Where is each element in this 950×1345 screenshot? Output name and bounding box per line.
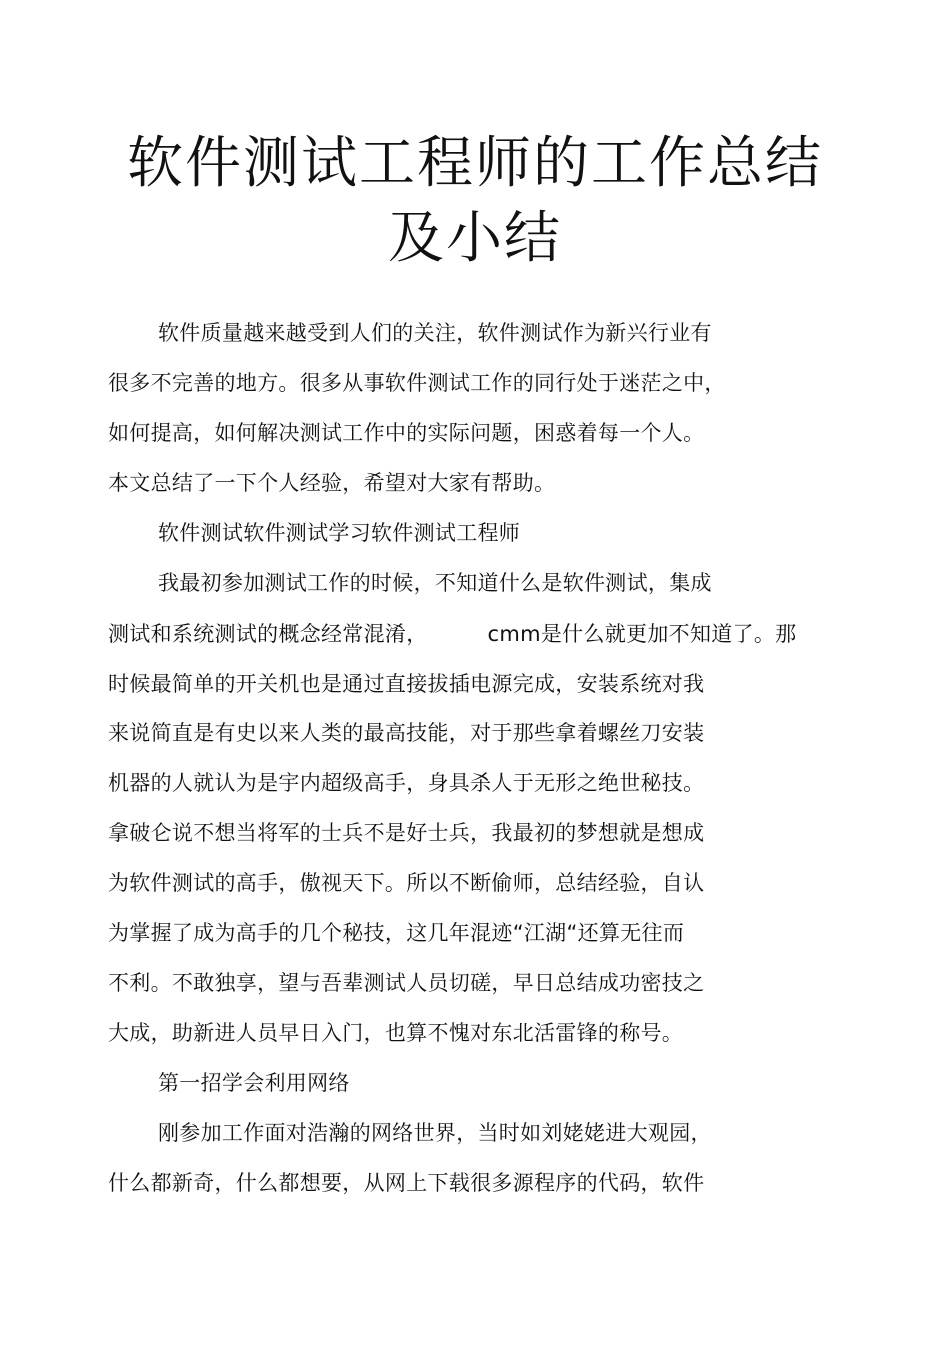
paragraph-line: 机器的人就认为是宇内超级高手，身具杀人于无形之绝世秘技。 (108, 771, 705, 795)
paragraph-line: 什么都新奇，什么都想要，从网上下载很多源程序的代码，软件 (108, 1171, 705, 1195)
paragraph-line-part: 测试和系统测试的概念经常混淆， (108, 622, 428, 646)
paragraph-line: 刚参加工作面对浩瀚的网络世界，当时如刘姥姥进大观园， (158, 1121, 712, 1145)
paragraph-line: 不利。不敢独享，望与吾辈测试人员切磋，早日总结成功密技之 (108, 971, 705, 995)
document-title-line-2: 及小结 (388, 206, 562, 271)
paragraph-line: 拿破仑说不想当将军的士兵不是好士兵，我最初的梦想就是想成 (108, 821, 705, 845)
paragraph-line: 很多不完善的地方。很多从事软件测试工作的同行处于迷茫之中， (108, 371, 726, 395)
paragraph-line: 软件质量越来越受到人们的关注，软件测试作为新兴行业有 (158, 321, 712, 345)
paragraph-line: 来说简直是有史以来人类的最高技能，对于那些拿着螺丝刀安装 (108, 721, 705, 745)
paragraph-line: 时候最简单的开关机也是通过直接拔插电源完成，安装系统对我 (108, 672, 705, 696)
paragraph-line: 大成，助新进人员早日入门，也算不愧对东北活雷锋的称号。 (108, 1021, 684, 1045)
document-title-line-1: 软件测试工程师的工作总结 (127, 131, 823, 196)
paragraph-line (108, 620, 796, 648)
keywords-line: 软件测试软件测试学习软件测试工程师 (158, 521, 521, 545)
paragraph-line: 为掌握了成为高手的几个秘技，这几年混迹“江湖“还算无往而 (108, 921, 685, 945)
paragraph-line-part: cmm是什么就更加不知道了。那 (487, 622, 797, 646)
paragraph-line: 我最初参加测试工作的时候，不知道什么是软件测试，集成 (158, 571, 712, 595)
paragraph-line: 本文总结了一下个人经验，希望对大家有帮助。 (108, 471, 556, 495)
paragraph-line: 为软件测试的高手，傲视天下。所以不断偷师，总结经验，自认 (108, 871, 705, 895)
section-heading: 第一招学会利用网络 (158, 1071, 350, 1095)
paragraph-line: 如何提高，如何解决测试工作中的实际问题，困惑着每一个人。 (108, 421, 705, 445)
